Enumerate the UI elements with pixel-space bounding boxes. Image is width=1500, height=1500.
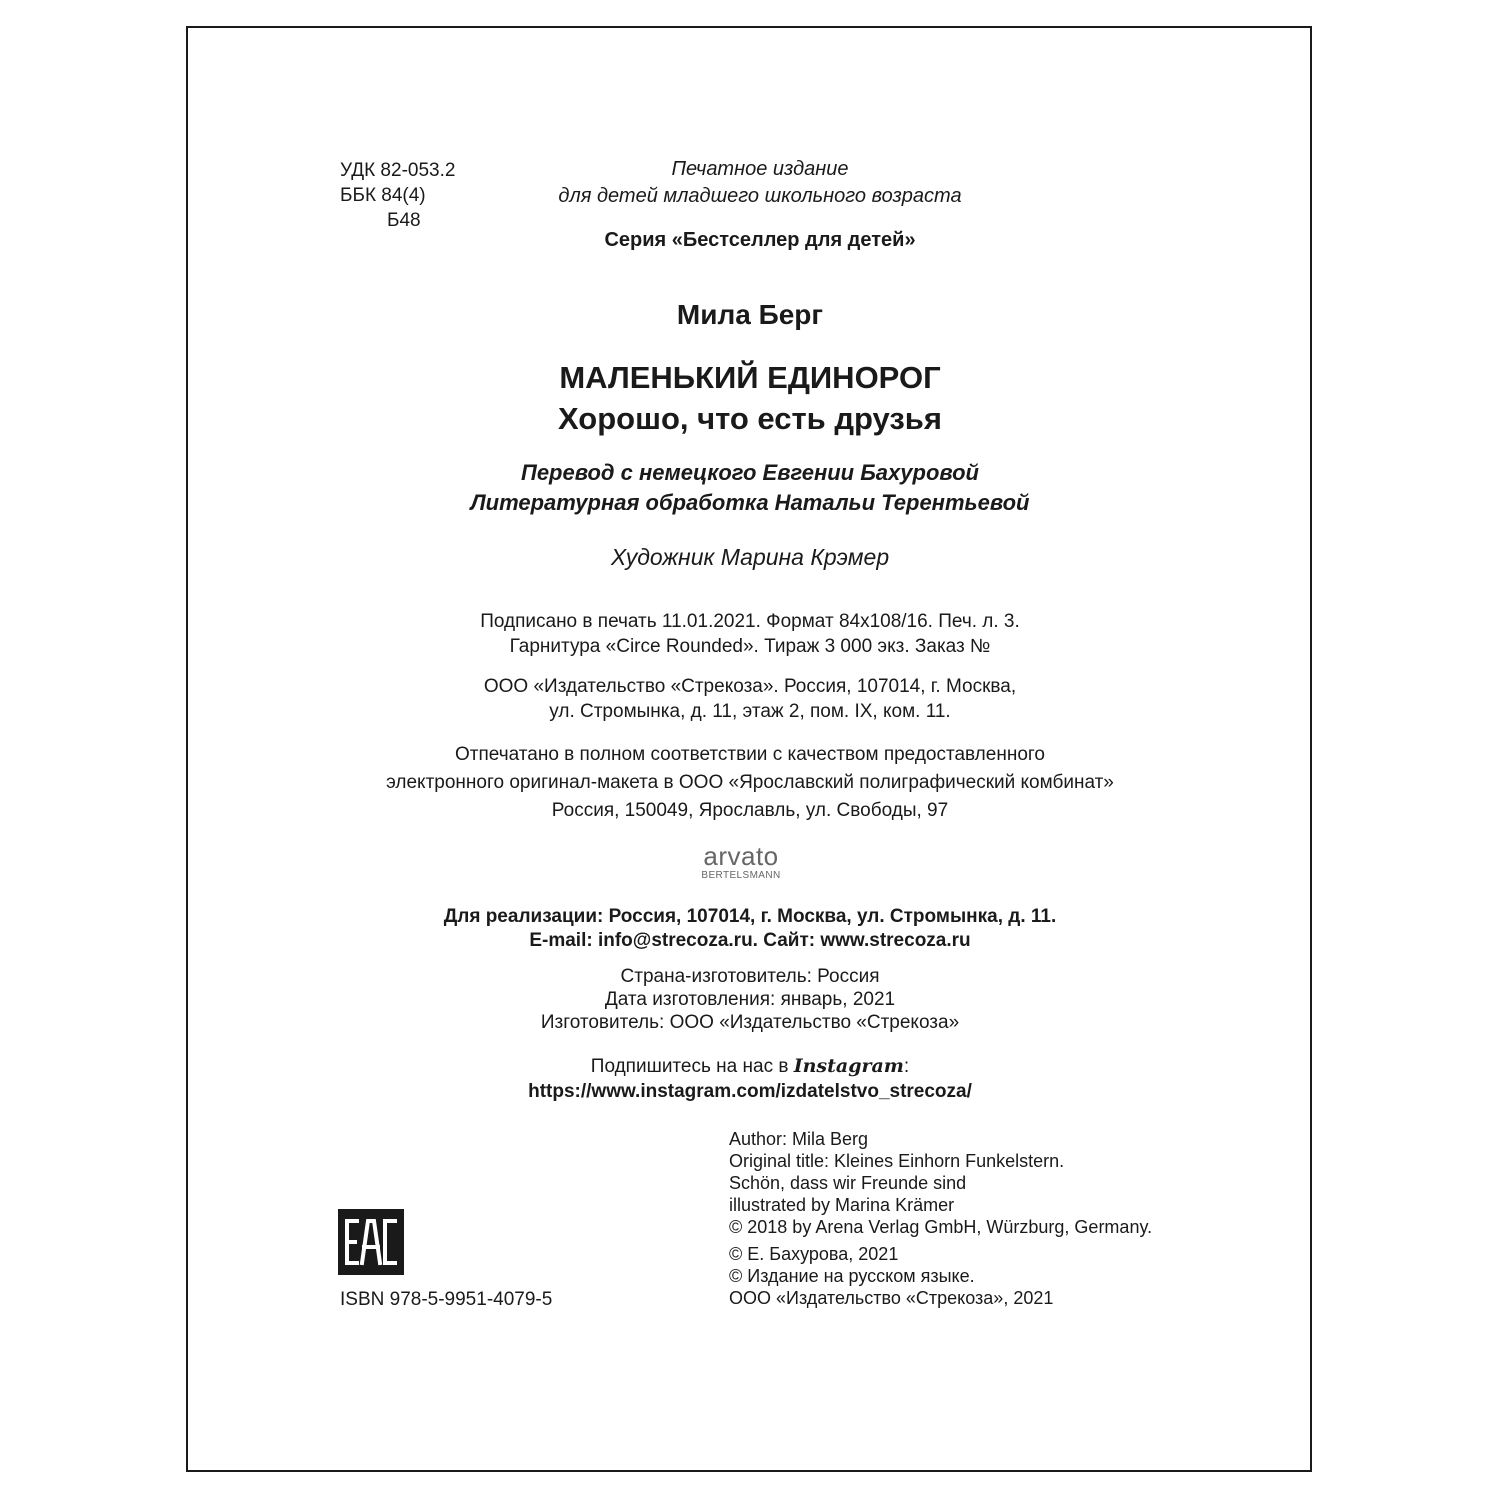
edition-note: [520, 156, 1000, 210]
book-subtitle: Хорошо, что есть друзья: [558, 401, 942, 436]
credits-block: [0, 458, 1500, 518]
manufacture-country: Страна-изготовитель: Россия: [620, 966, 880, 987]
udk-code: УДК 82-053.2: [340, 160, 456, 181]
manufacture-date: Дата изготовления: январь, 2021: [604, 989, 896, 1010]
bbk-code: ББК 84(4): [340, 185, 426, 206]
illustrator-credit: Художник Марина Крэмер: [610, 544, 890, 570]
original-edition-info: [729, 1128, 1152, 1238]
original-copyright: © 2018 by Arena Verlag GmbH, Würzburg, Germany.: [729, 1217, 1153, 1237]
translation-credit: Перевод с немецкого Евгении Бахуровой: [521, 460, 979, 485]
publisher-address: [0, 674, 1500, 724]
printer-info: [0, 741, 1500, 825]
instagram-url: https://www.instagram.com/izdatelstvo_strecoza/: [528, 1081, 972, 1102]
copyright-translation: © Е. Бахурова, 2021: [729, 1244, 899, 1264]
printer-info-line3: Россия, 150049, Ярославль, ул. Свободы, 97: [551, 800, 949, 821]
editing-credit: Литературная обработка Натальи Терентьевой: [470, 490, 1030, 515]
copyright-edition: © Издание на русском языке.: [729, 1266, 975, 1286]
classification-block: [340, 158, 455, 233]
instagram-brand: Instagram: [793, 1055, 904, 1077]
arvato-logo: [695, 842, 787, 882]
edition-note-line1: Печатное издание: [671, 158, 849, 180]
book-title: МАЛЕНЬКИЙ ЕДИНОРОГ: [559, 360, 941, 395]
manufacture-info: [0, 965, 1500, 1034]
isbn-number: ISBN 978-5-9951-4079-5: [340, 1289, 553, 1310]
publisher-address-line2: ул. Стромынка, д. 11, этаж 2, пом. IX, ком. 11.: [549, 701, 951, 722]
manufacture-maker: Изготовитель: ООО «Издательство «Стрекоза»: [540, 1012, 960, 1033]
printer-info-line1: Отпечатано в полном соответствии с качеством предоставленного: [455, 744, 1045, 765]
publisher-address-line1: ООО «Издательство «Стрекоза». Россия, 107014, г. Москва,: [483, 676, 1017, 697]
edition-note-line2: для детей младшего школьного возраста: [558, 185, 962, 207]
social-prefix: Подпишитесь на нас в: [590, 1056, 794, 1077]
print-info-line1: Подписано в печать 11.01.2021. Формат 84х108/16. Печ. л. 3.: [480, 611, 1020, 632]
distribution-contacts: E-mail: info@strecoza.ru. Сайт: www.strecoza.ru: [529, 930, 971, 951]
original-title-cont: Schön, dass wir Freunde sind: [729, 1173, 967, 1193]
print-info-line2: Гарнитура «Circe Rounded». Тираж 3 000 экз. Заказ №: [509, 636, 991, 657]
distribution-address: Для реализации: Россия, 107014, г. Москва, ул. Стромынка, д. 11.: [443, 906, 1057, 927]
author-name: Мила Берг: [676, 299, 824, 330]
arvato-logo-sub: BERTELSMANN: [701, 870, 781, 881]
print-info: [0, 609, 1500, 659]
copyright-block: [729, 1243, 1053, 1309]
series-title: Серия «Бестселлер для детей»: [604, 229, 916, 251]
arvato-logo-word: arvato: [703, 841, 779, 871]
original-author: Author: Mila Berg: [729, 1129, 869, 1149]
distribution-info: [0, 905, 1500, 953]
eac-mark-icon: [338, 1209, 404, 1275]
original-title: Original title: Kleines Einhorn Funkelstern.: [729, 1151, 1065, 1171]
social-suffix: :: [903, 1056, 910, 1077]
author-mark: Б48: [387, 210, 421, 231]
original-illustrator: illustrated by Marina Krämer: [729, 1195, 955, 1215]
printer-info-line2: электронного оригинал-макета в ООО «Ярославский полиграфический комбинат»: [386, 772, 1114, 793]
social-line: [0, 1053, 1500, 1080]
copyright-publisher: ООО «Издательство «Стрекоза», 2021: [729, 1288, 1054, 1308]
